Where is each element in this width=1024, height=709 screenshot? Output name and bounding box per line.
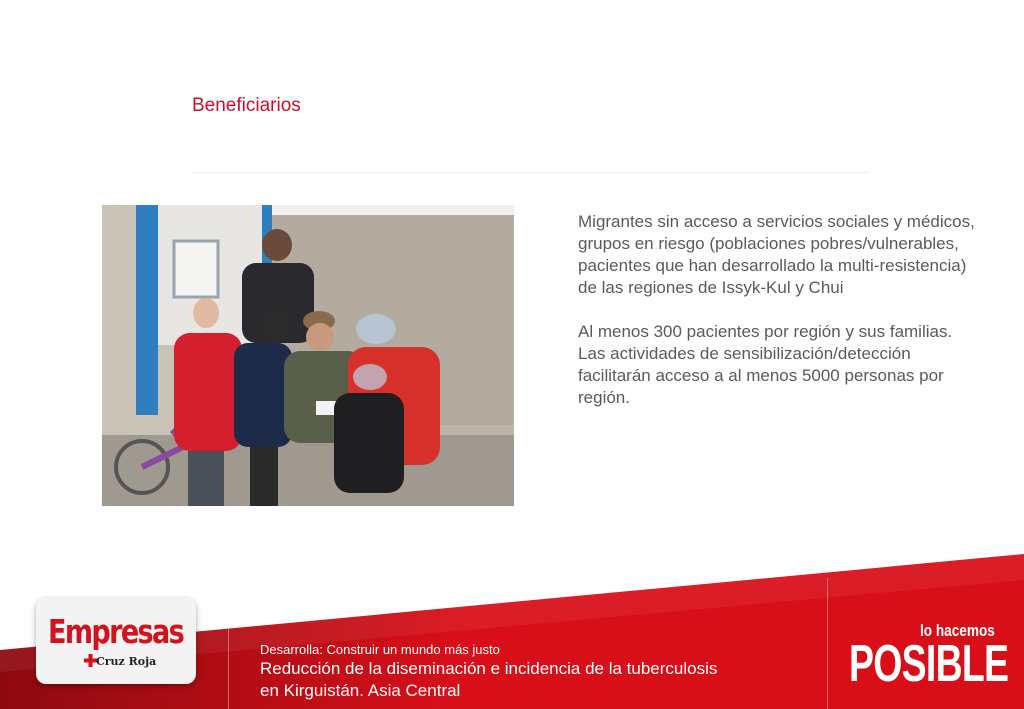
subtitle-rest: Construir un mundo más justo (322, 642, 500, 657)
footer-subtitle (260, 641, 717, 658)
project-title-line-1: Reducción de la diseminación e incidencia de la tuberculosis (260, 659, 718, 678)
title-divider (192, 172, 868, 173)
footer-divider-left (228, 628, 229, 709)
slogan-top: lo hacemos (920, 621, 995, 640)
project-title-line-2: en Kirguistán. Asia Central (260, 681, 461, 700)
slide-title: Beneficiarios (192, 95, 301, 116)
beneficiaries-photo (102, 205, 514, 506)
slogan-main: POSIBLE (849, 635, 1009, 693)
beneficiaries-text (578, 211, 978, 431)
empresas-cruz-roja-logo (36, 598, 196, 684)
photo-illustration (102, 205, 514, 506)
footer-project-info (260, 641, 717, 702)
paragraph-target-groups: Migrantes sin acceso a servicios sociales y médicos, grupos en riesgo (poblaciones pobres/vulnerables, pacientes que han desarrollado la multi-resistencia) de las regiones de Issyk-Kul y Chui (578, 212, 975, 297)
subtitle-prefix: Desarrolla: (260, 642, 323, 657)
paragraph-patient-numbers: Al menos 300 pacientes por región y sus familias. Las actividades de sensibilización/detección facilitarán acceso a al menos 5000 personas por región. (578, 322, 953, 407)
logo-wordmark: Empresas (48, 612, 184, 651)
footer-divider-right (827, 578, 828, 709)
logo-subtitle: Cruz Roja (96, 655, 157, 668)
